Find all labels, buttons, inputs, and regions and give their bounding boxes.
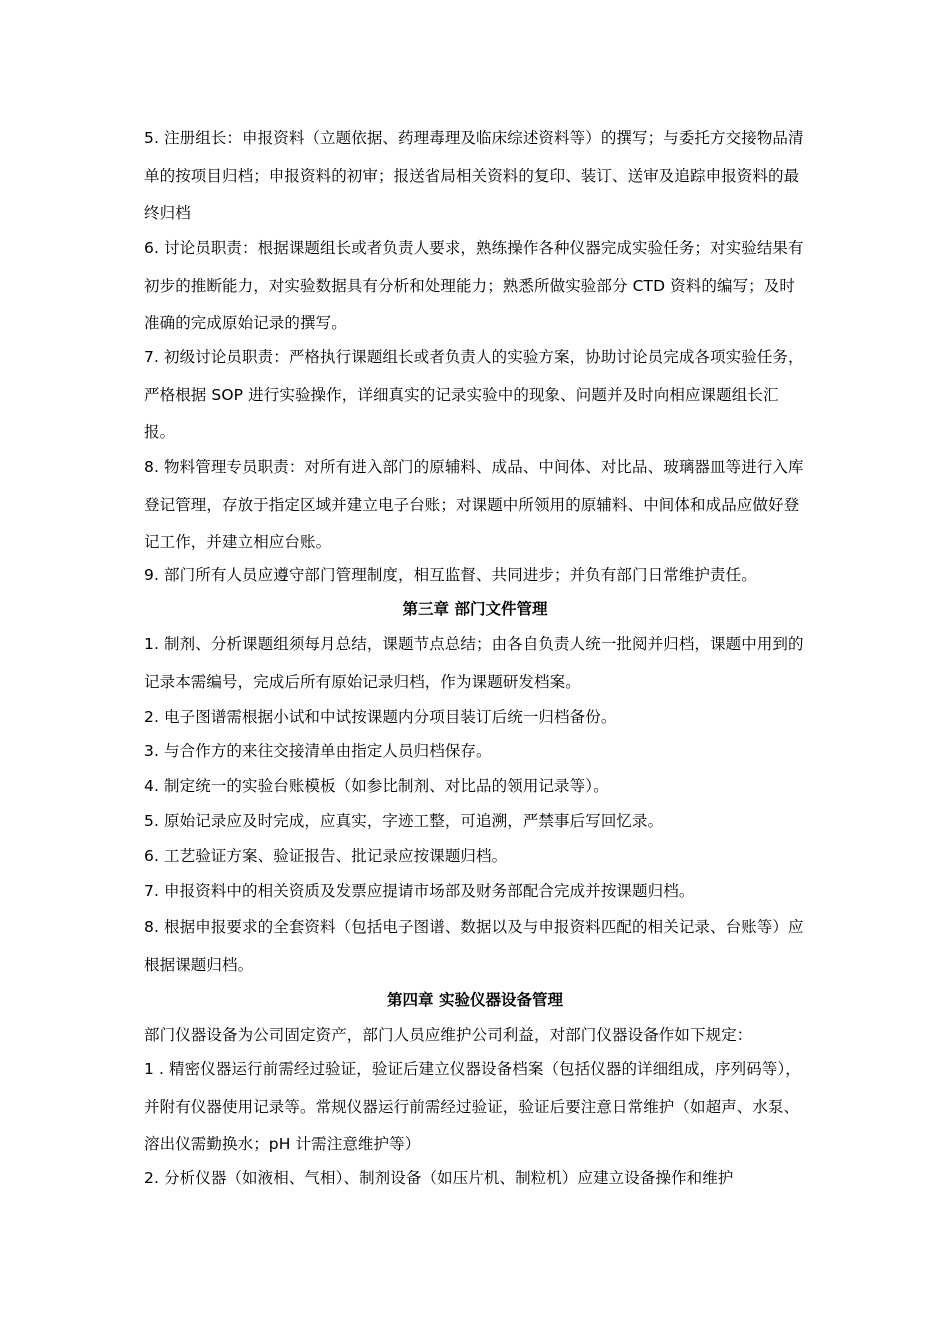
chapter4-title: 第四章 实验仪器设备管理 xyxy=(387,991,563,1009)
ch3-item-2: 2. 电子图谱需根据小试和中试按课题内分项目装订后统一归档备份。 xyxy=(144,708,617,726)
ch4-intro: 部门仪器设备为公司固定资产，部门人员应维护公司利益，对部门仪器设备作如下规定： xyxy=(144,1026,753,1044)
ch2-item-5: 5. 注册组长：申报资料（立题依据、药理毒理及临床综述资料等）的撰写；与委托方交接物品清单的按项目归档；申报资料的初审；报送省局相关资料的复印、装订、送审及追踪申报资料的最终归档 xyxy=(144,129,804,222)
chapter3-title: 第三章 部门文件管理 xyxy=(402,600,548,618)
ch2-item-8: 8. 物料管理专员职责：对所有进入部门的原辅料、成品、中间体、对比品、玻璃器皿等进行入库登记管理，存放于指定区域并建立电子台账；对课题中所领用的原辅料、中间体和成品应做好登记工作，并建立相应台账。 xyxy=(144,458,804,551)
ch3-item-4: 4. 制定统一的实验台账模板（如参比制剂、对比品的领用记录等）。 xyxy=(144,777,609,795)
ch3-item-5: 5. 原始记录应及时完成，应真实，字迹工整，可追溯，严禁事后写回忆录。 xyxy=(144,812,664,830)
ch4-item-2: 2. 分析仪器（如液相、气相）、制剂设备（如压片机、制粒机）应建立设备操作和维护 xyxy=(144,1169,734,1187)
ch2-item-7: 7. 初级讨论员职责：严格执行课题组长或者负责人的实验方案，协助讨论员完成各项实验任务，严格根据 SOP 进行实验操作，详细真实的记录实验中的现象、问题并及时向相应课题组长汇报。 xyxy=(144,348,804,441)
ch2-item-6: 6. 讨论员职责：根据课题组长或者负责人要求，熟练操作各种仪器完成实验任务；对实验结果有初步的推断能力，对实验数据具有分析和处理能力；熟悉所做实验部分 CTD 资料的编写；及时准确的完成原始记录的撰写。 xyxy=(144,239,804,332)
ch3-item-3: 3. 与合作方的来往交接清单由指定人员归档保存。 xyxy=(144,742,492,760)
ch2-item-9: 9. 部门所有人员应遵守部门管理制度，相互监督、共同进步；并负有部门日常维护责任。 xyxy=(144,566,757,584)
ch3-item-6: 6. 工艺验证方案、验证报告、批记录应按课题归档。 xyxy=(144,847,508,865)
ch3-item-1: 1. 制剂、分析课题组须每月总结，课题节点总结；由各自负责人统一批阅并归档，课题中用到的记录本需编号，完成后所有原始记录归档，作为课题研发档案。 xyxy=(144,635,804,691)
ch4-item-1: 1 . 精密仪器运行前需经过验证，验证后建立仪器设备档案（包括仪器的详细组成，序列码等），并附有仪器使用记录等。常规仪器运行前需经过验证，验证后要注意日常维护（如超声、水泵、溶出仪需勤换水；pH 计需注意维护等） xyxy=(144,1060,801,1153)
ch3-item-8: 8. 根据申报要求的全套资料（包括电子图谱、数据以及与申报资料匹配的相关记录、台账等）应根据课题归档。 xyxy=(144,918,804,974)
ch3-item-7: 7. 申报资料中的相关资质及发票应提请市场部及财务部配合完成并按课题归档。 xyxy=(144,882,695,900)
